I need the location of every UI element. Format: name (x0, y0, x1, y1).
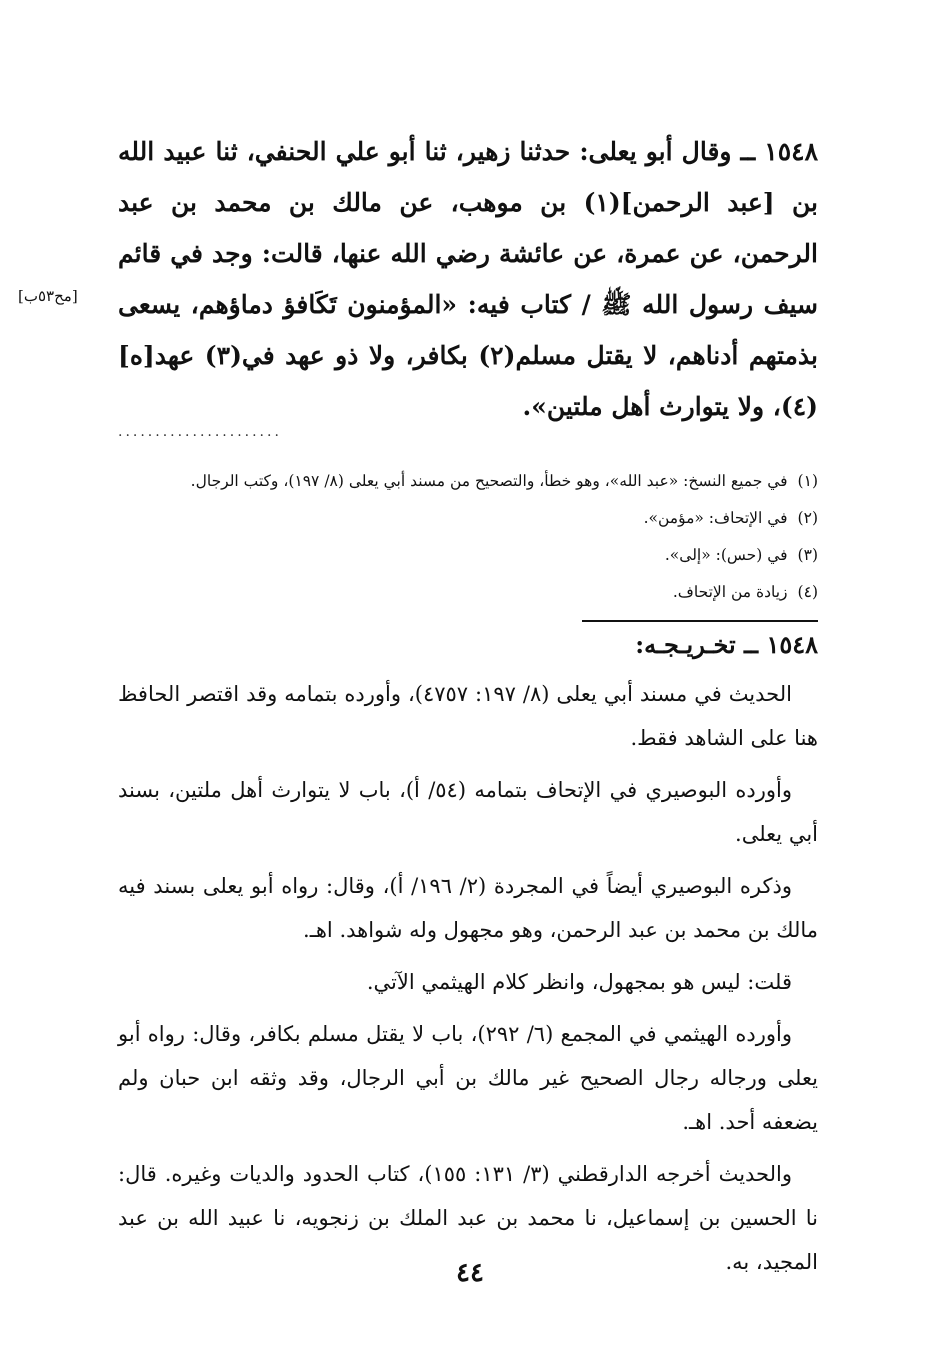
footnote-separator: ...................... (118, 424, 282, 440)
footnote-number: (١) (797, 472, 818, 490)
footnote-4 (118, 574, 818, 611)
takhrij-body (118, 672, 818, 1292)
takhrij-paragraph: الحديث في مسند أبي يعلى (٨/ ١٩٧: ٤٧٥٧)، وأورده بتمامه وقد اقتصر الحافظ هنا على الشاهد فقط. (118, 682, 818, 750)
footnote-number: (٤) (797, 583, 818, 601)
takhrij-paragraph: قلت: ليس هو بمجهول، وانظر كلام الهيثمي الآتي. (366, 970, 792, 994)
footnotes (118, 463, 818, 611)
takhrij-paragraph: وأورده الهيثمي في المجمع (٦/ ٢٩٢)، باب لا يقتل مسلم بكافر، وقال: رواه أبو يعلى ورجاله رجال الصحيح غير مالك بن أبي الرجال، وقد وثقه ابن حبان ولم يضعفه أحد. اهـ. (118, 1022, 818, 1134)
takhrij-heading: ١٥٤٨ ــ تخـريـجـه: (635, 630, 818, 659)
footnote-3 (118, 537, 818, 574)
section-divider (582, 620, 818, 622)
footnote-text: في جميع النسخ: «عبد الله»، وهو خطأ، والتصحيح من مسند أبي يعلى (٨/ ١٩٧)، وكتب الرجال. (190, 472, 788, 490)
page-number: ٤٤ (456, 1258, 484, 1288)
hadith-text (118, 126, 818, 432)
takhrij-paragraph: والحديث أخرجه الدارقطني (٣/ ١٣١: ١٥٥)، كتاب الحدود والديات وغيره. قال: نا الحسين بن إسماعيل، نا محمد بن عبد الملك بن زنجويه، نا عبيد الله بن عبد المجيد، به. (118, 1162, 818, 1274)
manuscript-folio-note: [مح٥٣ب] (18, 287, 78, 305)
footnote-2 (118, 500, 818, 537)
footnote-text: زيادة من الإتحاف. (672, 583, 788, 601)
hadith-paragraph: ١٥٤٨ ــ وقال أبو يعلى: حدثنا زهير، ثنا أبو علي الحنفي، ثنا عبيد الله بن [عبد الرحمن](١) بن موهب، عن مالك بن محمد بن عبد الرحمن، عن عمرة، عن عائشة رضي الله عنها، قالت: وجد في قائم سيف رسول الله ﷺ / كتاب فيه: «المؤمنون تَكَافؤ دماؤهم، يسعى بذمتهم أدناهم، لا يقتل مسلم(٢) بكافر، ولا ذو عهد في(٣) عهد[ه](٤)، ولا يتوارث أهل ملتين». (118, 137, 818, 421)
takhrij-paragraph: وذكره البوصيري أيضاً في المجردة (٢/ ١٩٦/ أ)، وقال: رواه أبو يعلى بسند فيه مالك بن محمد بن عبد الرحمن، وهو مجهول وله شواهد. اهـ. (118, 874, 818, 942)
footnote-1 (118, 463, 818, 500)
footnote-text: في (حس): «إلى». (664, 546, 788, 564)
footnote-text: في الإتحاف: «مؤمن». (643, 509, 788, 527)
footnote-number: (٢) (797, 509, 818, 527)
footnote-number: (٣) (797, 546, 818, 564)
takhrij-paragraph: وأورده البوصيري في الإتحاف بتمامه (٥٤/ أ)، باب لا يتوارث أهل ملتين، بسند أبي يعلى. (118, 778, 818, 846)
